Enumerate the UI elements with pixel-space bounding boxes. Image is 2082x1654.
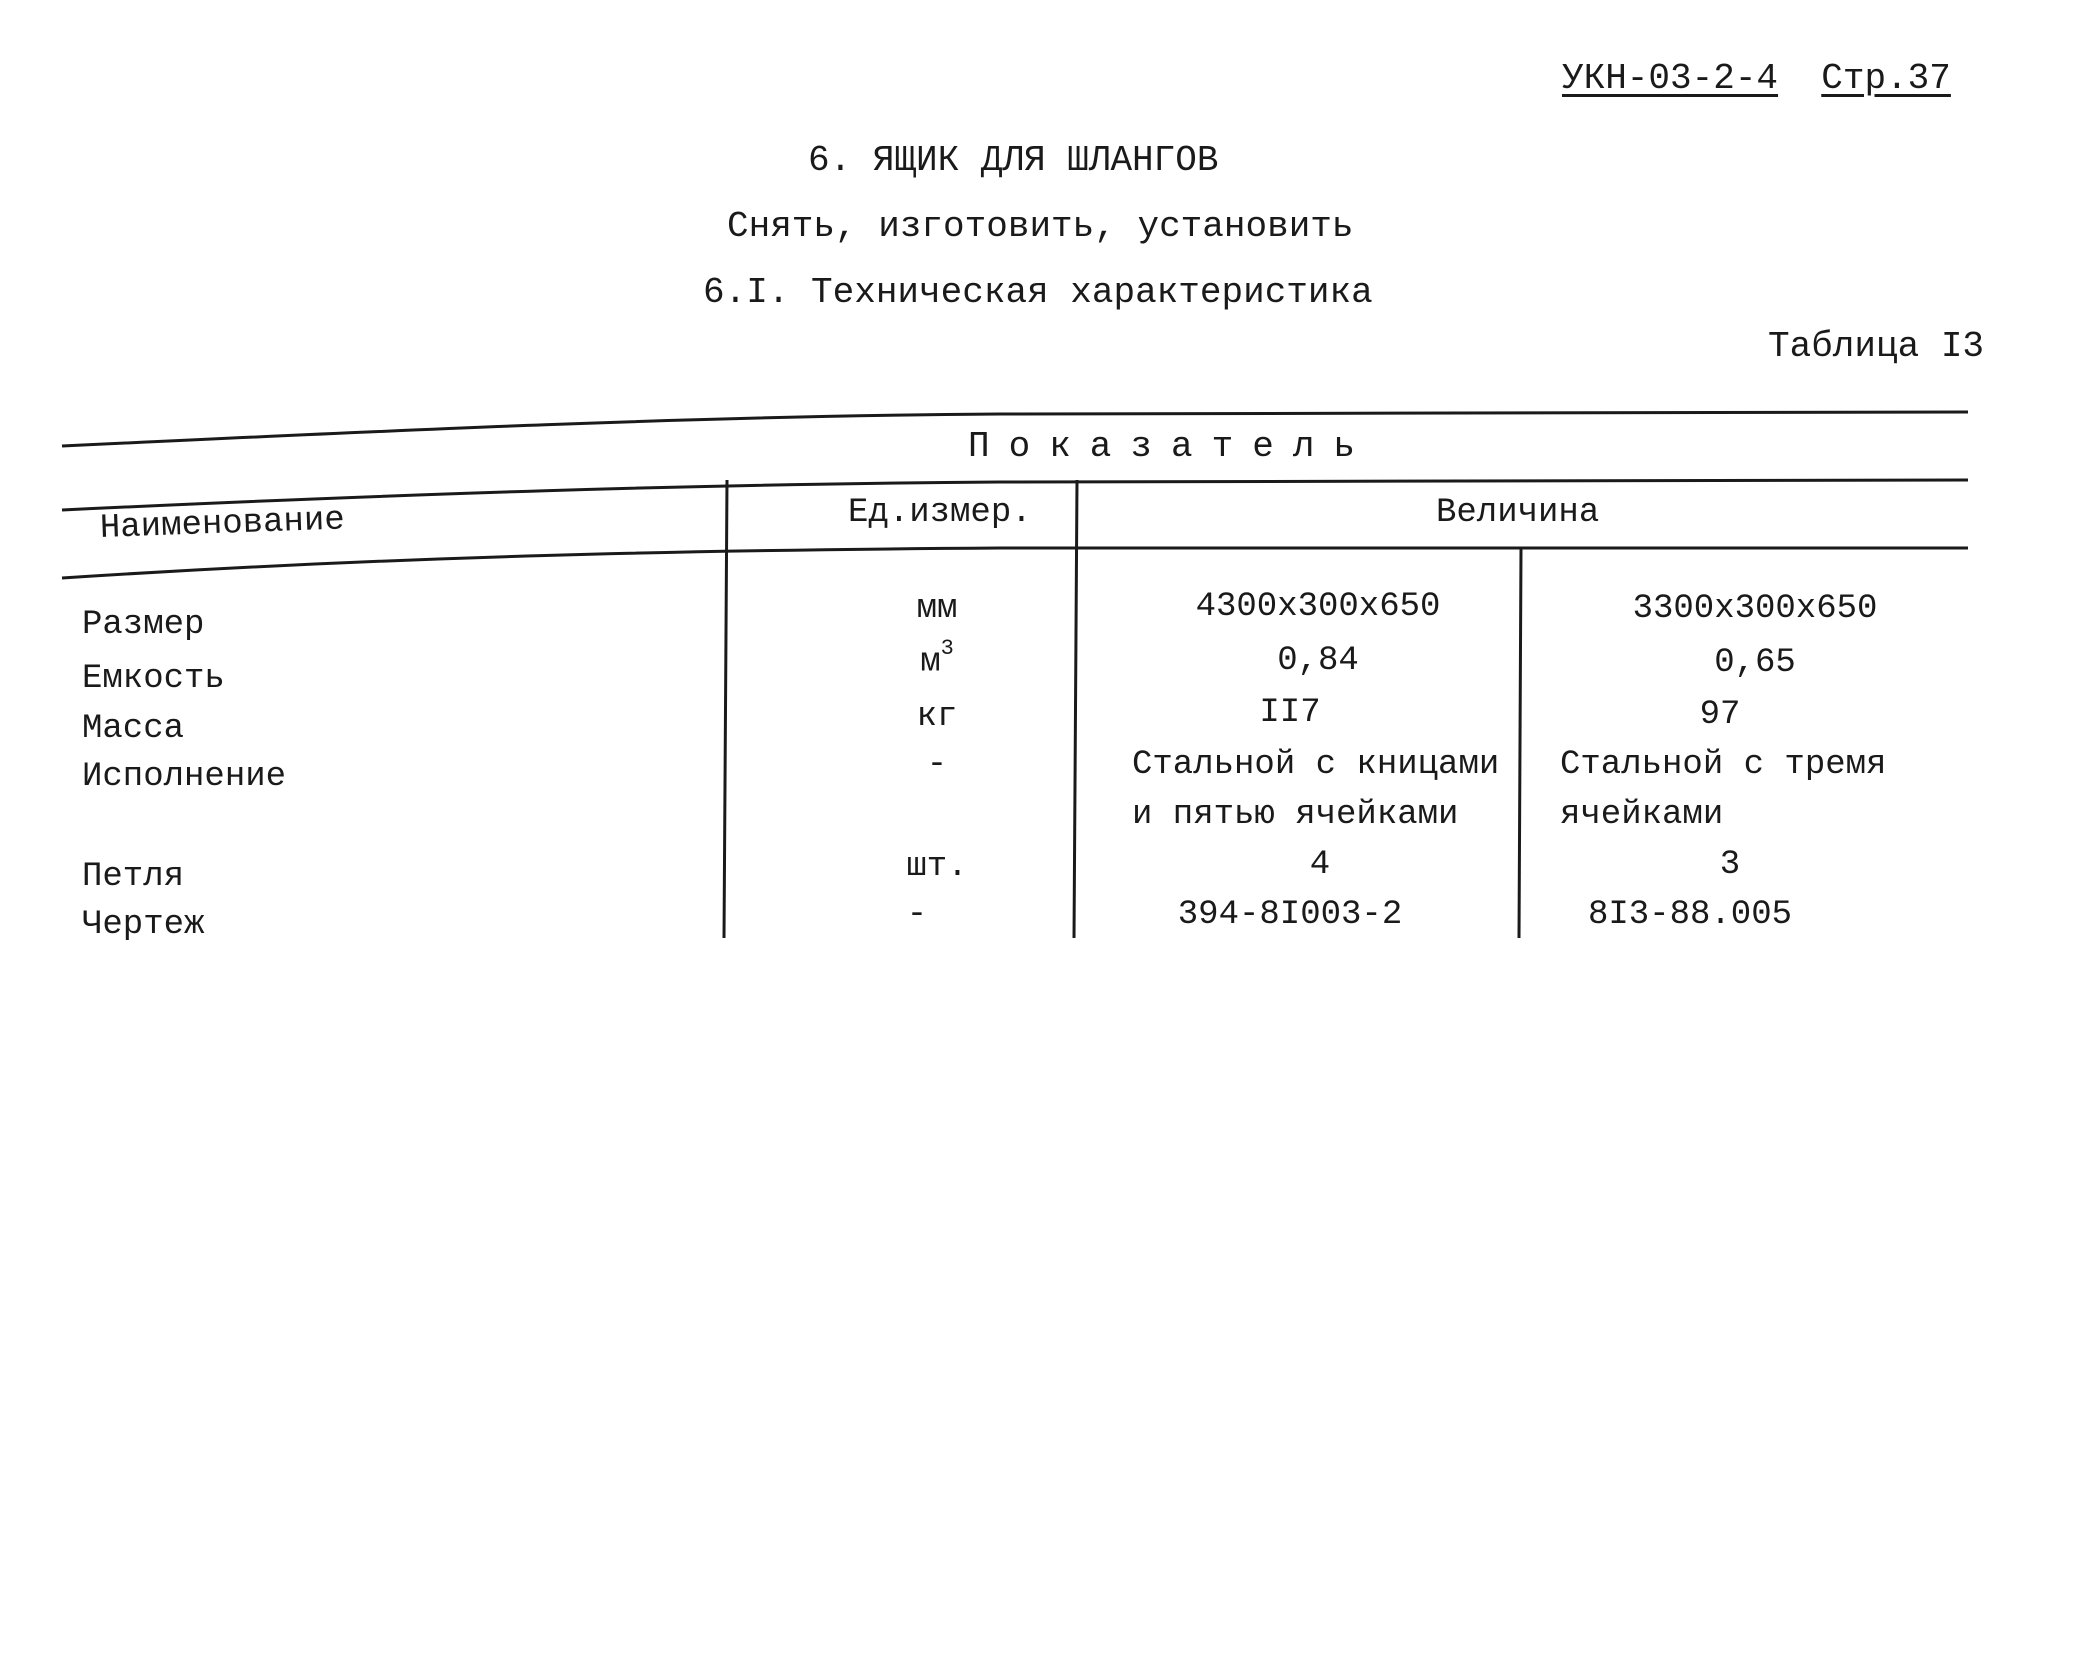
- row-unit: $м^3$: [920, 636, 954, 682]
- rule-header-bottom: [62, 548, 1968, 578]
- row-name: Чертеж: [82, 906, 205, 944]
- column-header-name: Наименование: [99, 501, 346, 548]
- row-unit: -: [906, 896, 928, 934]
- row-value-1-line-2: и пятью ячейками: [1132, 796, 1459, 834]
- row-value-2: 97: [1699, 696, 1741, 734]
- row-unit: -: [926, 746, 948, 784]
- page-number: Стр.37: [1821, 58, 1951, 99]
- row-value-2: 0,65: [1714, 644, 1796, 682]
- row-value-1: 4: [1309, 846, 1331, 884]
- row-name: Емкость: [82, 660, 225, 698]
- document-code: УКН-03-2-4: [1562, 58, 1779, 99]
- table-label: Таблица I3: [1768, 326, 1985, 367]
- row-value-2: 3: [1719, 846, 1741, 884]
- row-name: Размер: [82, 606, 205, 644]
- row-unit: кг: [916, 698, 958, 736]
- column-header-value: Величина: [1436, 494, 1600, 532]
- row-unit: шт.: [906, 848, 968, 886]
- row-value-1: 0,84: [1277, 642, 1359, 680]
- row-value-1: 4300x300x650: [1195, 588, 1441, 626]
- row-value-2-line-2: ячейками: [1560, 796, 1724, 834]
- row-value-1-line-1: Стальной с кницами: [1132, 746, 1500, 784]
- row-unit: мм: [916, 590, 958, 628]
- row-value-1: 394-8I003-2: [1177, 896, 1403, 934]
- row-name: Исполнение: [82, 758, 287, 796]
- subsection-title: 6.I. Техническая характеристика: [703, 272, 1373, 313]
- row-name: Петля: [82, 858, 185, 896]
- column-header-unit: Ед.измер.: [848, 494, 1032, 532]
- section-subtitle: Снять, изготовить, установить: [727, 206, 1354, 247]
- row-value-2: 3300x300x650: [1632, 590, 1878, 628]
- section-title: 6. ЯЩИК ДЛЯ ШЛАНГОВ: [808, 140, 1219, 181]
- row-name: Масса: [82, 710, 185, 748]
- group-header: Показатель: [968, 426, 1375, 467]
- col-divider-1: [724, 480, 727, 938]
- row-value-2-line-1: Стальной с тремя: [1560, 746, 1887, 784]
- row-value-1: II7: [1259, 694, 1321, 732]
- row-value-2: 8I3-88.005: [1587, 896, 1793, 934]
